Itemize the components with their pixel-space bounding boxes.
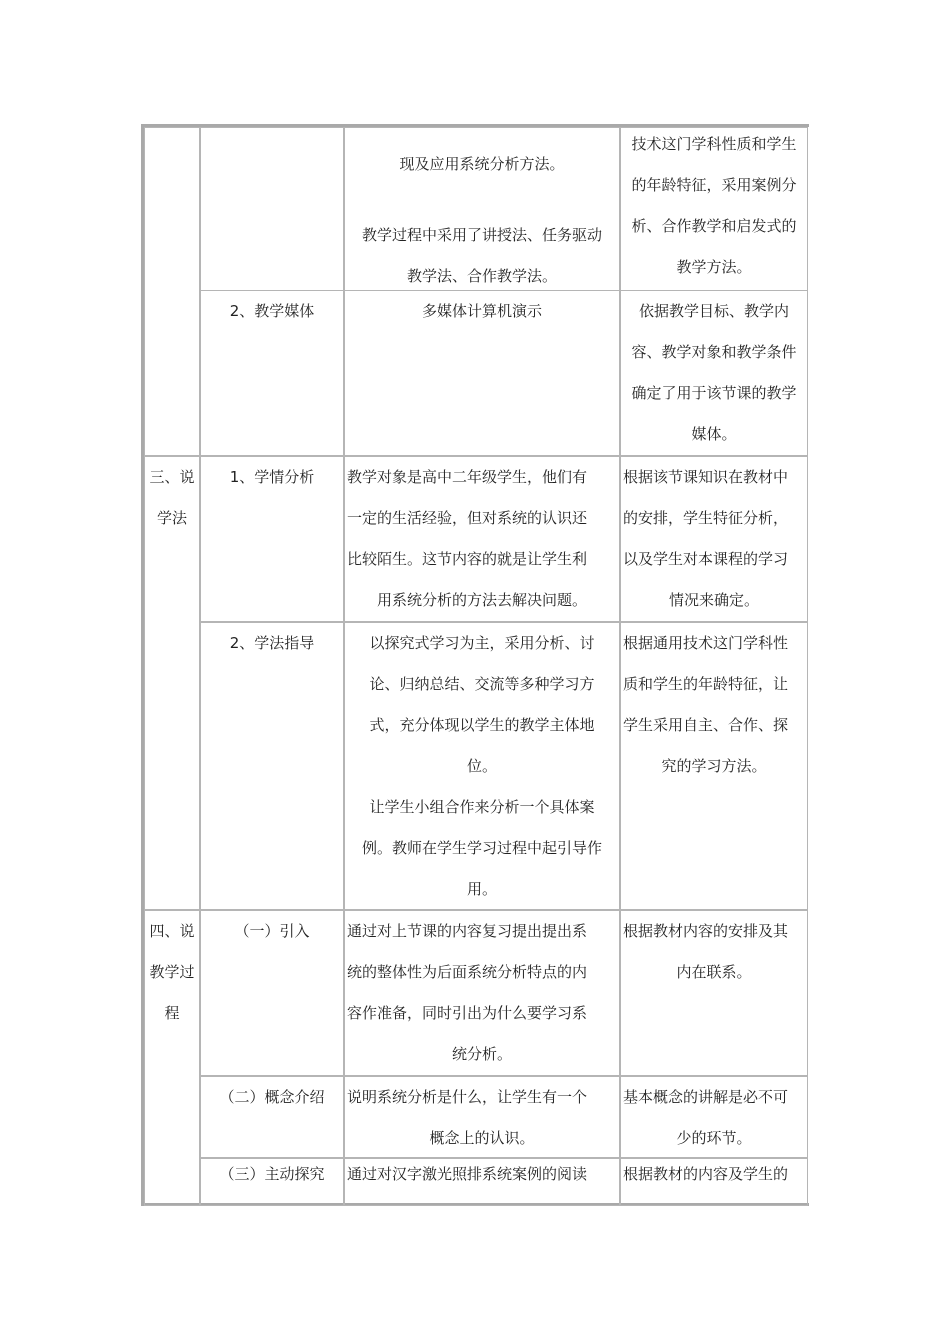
row3-reason-cell — [620, 622, 808, 910]
row4-category-line: 教学过 — [149, 963, 195, 981]
row5-content-cell — [344, 1076, 620, 1158]
row2-content-line: 比较陌生。这节内容的就是让学生利 — [347, 550, 588, 568]
row2-item-cell — [200, 456, 344, 622]
row2-content-line: 一定的生活经验，但对系统的认识还 — [347, 509, 588, 527]
row4-category-cell — [144, 910, 200, 1206]
row2-reason-line: 情况来确定。 — [668, 591, 759, 609]
row4-item-cell — [200, 910, 344, 1076]
row2-reason-line: 的安排，学生特征分析， — [623, 509, 789, 527]
row1-reason-line: 依据教学目标、教学内 — [638, 302, 789, 320]
row2-category-line: 学法 — [156, 509, 187, 527]
row3-content-line: 例。教师在学生学习过程中起引导作 — [361, 839, 602, 857]
row4-content-line: 统的整体性为后面系统分析特点的内 — [347, 963, 588, 981]
row3-item-cell — [200, 622, 344, 910]
row3-reason-line: 学生采用自主、合作、探 — [623, 716, 789, 734]
row4-category-line: 程 — [164, 1004, 180, 1022]
row5-content-line: 概念上的认识。 — [429, 1129, 535, 1147]
row4-item-label: （一）引入 — [234, 922, 310, 940]
row4-reason-cell — [620, 910, 808, 1076]
row2-reason-line: 以及学生对本课程的学习 — [623, 550, 789, 568]
row1-item-cell — [200, 290, 344, 456]
row1-item-label: 2、教学媒体 — [229, 302, 315, 320]
row3-reason-line: 究的学习方法。 — [661, 757, 767, 775]
row0-reason-line: 析、合作教学和启发式的 — [631, 217, 797, 235]
row4-reason-line: 根据教材内容的安排及其 — [623, 922, 789, 940]
row6-reason-line: 根据教材的内容及学生的 — [623, 1165, 789, 1183]
row6-content-line: 通过对汉字激光照排系统案例的阅读 — [347, 1165, 588, 1183]
row2-content-line: 教学对象是高中二年级学生，他们有 — [347, 468, 588, 486]
row0-reason-line: 的年龄特征，采用案例分 — [631, 176, 797, 194]
row1-content-line: 多媒体计算机演示 — [421, 302, 542, 320]
row4-content-line: 统分析。 — [451, 1045, 512, 1063]
row3-content-line: 论、归纳总结、交流等多种学习方 — [369, 675, 595, 693]
row4-content-cell — [344, 910, 620, 1076]
row2-reason-line: 根据该节课知识在教材中 — [623, 468, 789, 486]
row1-reason-line: 确定了用于该节课的教学 — [631, 384, 797, 402]
row0-content-line: 教学过程中采用了讲授法、任务驱动 — [361, 226, 602, 244]
row1-category-cell — [144, 290, 200, 456]
row5-item-cell — [200, 1076, 344, 1158]
row5-reason-line: 少的环节。 — [676, 1129, 752, 1147]
row2-category-cell — [144, 456, 200, 910]
row0-content-line: 现及应用系统分析方法。 — [399, 155, 565, 173]
row3-reason-line: 质和学生的年龄特征，让 — [623, 675, 789, 693]
row2-content-cell — [344, 456, 620, 622]
row5-reason-cell — [620, 1076, 808, 1158]
row6-content-cell — [344, 1158, 620, 1206]
row5-item-label: （二）概念介绍 — [219, 1088, 325, 1106]
row5-content-line: 说明系统分析是什么，让学生有一个 — [347, 1088, 588, 1106]
row6-item-cell — [200, 1158, 344, 1206]
row6-item-label: （三）主动探究 — [219, 1165, 325, 1183]
row4-category-line: 四、说 — [149, 922, 195, 940]
row2-reason-cell — [620, 456, 808, 622]
row3-content-line: 位。 — [466, 757, 497, 775]
row4-content-line: 容作准备，同时引出为什么要学习系 — [347, 1004, 588, 1022]
row2-item-label: 1、学情分析 — [229, 468, 315, 486]
row1-reason-line: 媒体。 — [691, 425, 737, 443]
row3-content-line: 以探究式学习为主，采用分析、讨 — [369, 634, 595, 652]
row1-content-cell — [344, 290, 620, 456]
row0-content-line: 教学法、合作教学法。 — [406, 267, 557, 285]
row1-reason-line: 容、教学对象和教学条件 — [631, 343, 797, 361]
row2-category-line: 三、说 — [149, 468, 195, 486]
row3-content-line: 用。 — [466, 880, 497, 898]
row3-item-label: 2、学法指导 — [229, 634, 315, 652]
row4-content-line: 通过对上节课的内容复习提出提出系 — [347, 922, 588, 940]
row3-content-cell — [344, 622, 620, 910]
row3-reason-line: 根据通用技术这门学科性 — [623, 634, 789, 652]
row3-content-line: 式，充分体现以学生的教学主体地 — [369, 716, 595, 734]
row6-reason-cell — [620, 1158, 808, 1206]
row4-reason-line: 内在联系。 — [676, 963, 752, 981]
row3-content-line: 让学生小组合作来分析一个具体案 — [369, 798, 595, 816]
row2-content-line: 用系统分析的方法去解决问题。 — [376, 591, 587, 609]
row5-reason-line: 基本概念的讲解是必不可 — [623, 1088, 789, 1106]
row0-reason-line: 教学方法。 — [676, 258, 752, 276]
row1-reason-cell — [620, 290, 808, 456]
row0-reason-line: 技术这门学科性质和学生 — [631, 135, 797, 153]
